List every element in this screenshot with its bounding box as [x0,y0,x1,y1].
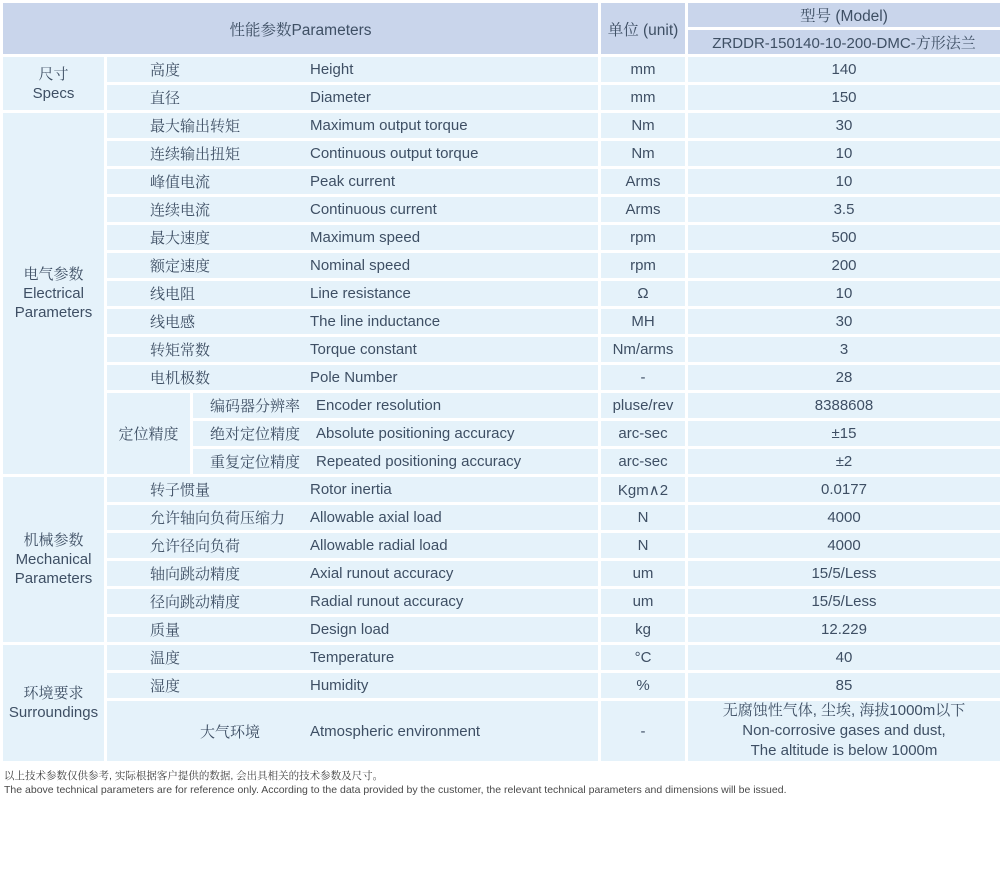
param-zh: 温度 [150,650,181,667]
unit-cell: Ω [600,280,687,308]
value-cell: 4000 [687,532,1000,560]
param-label-cell [106,336,600,364]
value-cell: 200 [687,252,1000,280]
group-zh: 尺寸 [38,65,69,83]
table-row [2,672,1000,700]
param-zh: 额定速度 [150,258,211,275]
param-label-cell [192,448,600,476]
param-zh: 线电感 [150,314,196,331]
param-label-cell [106,112,600,140]
param-label-cell [106,140,600,168]
param-label-cell [106,196,600,224]
unit-cell: kg [600,616,687,644]
table-row [2,616,1000,644]
param-label-cell [106,364,600,392]
table-row [2,252,1000,280]
value-cell: 40 [687,644,1000,672]
param-en: Repeated positioning accuracy [316,453,522,470]
table-row [2,224,1000,252]
group-specs [2,56,106,112]
param-en: Humidity [310,677,369,694]
footnote-zh: 以上技术参数仅供参考, 实际根据客户提供的数据, 会出具相关的技术参数及尺寸。 [4,770,384,782]
header-model-value: ZRDDR-150140-10-200-DMC-方形法兰 [687,29,1000,56]
value-cell: 15/5/Less [687,588,1000,616]
param-zh: 编码器分辨率 [210,398,301,415]
value-cell: 15/5/Less [687,560,1000,588]
param-en: Design load [310,621,390,638]
param-zh: 高度 [150,62,181,79]
param-label-cell [106,56,600,84]
param-label-cell [106,588,600,616]
param-en: Continuous current [310,201,437,218]
table-row [2,644,1000,672]
param-zh: 峰值电流 [150,174,211,191]
unit-cell: mm [600,84,687,112]
param-zh: 电机极数 [150,370,211,387]
param-zh: 重复定位精度 [210,454,301,471]
table-row [2,476,1000,504]
param-zh: 质量 [150,622,181,639]
value-cell: 10 [687,280,1000,308]
unit-cell: Kgm∧2 [600,476,687,504]
group-en: Electrical Parameters [14,285,93,321]
table-row [2,364,1000,392]
param-en: Pole Number [310,369,398,386]
param-label-cell [106,168,600,196]
param-en: Peak current [310,173,396,190]
header-model: 型号 (Model) [687,2,1000,29]
group-surroundings [2,644,106,763]
table-row [2,392,1000,420]
param-en: Torque constant [310,341,417,358]
param-zh: 转矩常数 [150,342,211,359]
value-cell: 30 [687,308,1000,336]
group-zh: 环境要求 [23,685,84,702]
param-zh: 连续输出扭矩 [150,146,241,163]
param-zh: 线电阻 [150,286,196,303]
param-zh: 允许轴向负荷压缩力 [150,510,286,527]
unit-cell: Arms [600,196,687,224]
param-zh: 连续电流 [150,202,211,219]
unit-cell: N [600,532,687,560]
param-en: Encoder resolution [316,397,442,414]
subgroup-positioning: 定位精度 [106,392,192,476]
table-row [2,560,1000,588]
param-label-cell [192,392,600,420]
param-en: Allowable axial load [310,509,442,526]
value-cell: 0.0177 [687,476,1000,504]
param-en: Absolute positioning accuracy [316,425,515,442]
param-en: Line resistance [310,285,411,302]
unit-cell: - [600,700,687,763]
unit-cell: MH [600,308,687,336]
group-en: Specs [32,84,75,102]
table-row [2,140,1000,168]
param-label-cell [106,504,600,532]
unit-cell: N [600,504,687,532]
unit-cell: arc-sec [600,420,687,448]
table-row [2,168,1000,196]
param-zh: 湿度 [150,678,181,695]
atmosphere-value-en2: The altitude is below 1000m [750,742,938,759]
table-row [2,280,1000,308]
value-cell: 30 [687,112,1000,140]
param-label-cell [106,280,600,308]
unit-cell: Nm [600,112,687,140]
table-row [2,308,1000,336]
unit-cell: - [600,364,687,392]
unit-cell: Nm [600,140,687,168]
param-label-cell [106,84,600,112]
param-en: Axial runout accuracy [310,565,454,582]
unit-cell: rpm [600,252,687,280]
unit-cell: °C [600,644,687,672]
table-row [2,336,1000,364]
atmosphere-value-en1: Non-corrosive gases and dust, [742,722,946,739]
param-label-cell [106,700,600,763]
param-zh: 最大输出转矩 [150,118,241,135]
param-label-cell [106,672,600,700]
unit-cell: Nm/arms [600,336,687,364]
param-en: Rotor inertia [310,481,392,498]
group-zh: 电气参数 [23,266,84,283]
param-label-cell [106,476,600,504]
value-cell: 500 [687,224,1000,252]
table-row [2,588,1000,616]
table-row [2,700,1000,763]
param-label-cell [106,560,600,588]
param-label-cell [192,420,600,448]
unit-cell: arc-sec [600,448,687,476]
table-row [2,84,1000,112]
value-cell: ±2 [687,448,1000,476]
value-cell: ±15 [687,420,1000,448]
param-en: Nominal speed [310,257,411,274]
atmosphere-value-zh: 无腐蚀性气体, 尘埃, 海拔1000m以下 [722,702,966,719]
unit-cell: um [600,588,687,616]
param-label-cell [106,224,600,252]
param-en: The line inductance [310,313,441,330]
param-en: Atmospheric environment [310,722,481,740]
param-zh: 径向跳动精度 [150,594,241,611]
table-row [2,196,1000,224]
param-en: Continuous output torque [310,145,479,162]
value-cell: 12.229 [687,616,1000,644]
value-cell: 28 [687,364,1000,392]
param-label-cell [106,308,600,336]
param-zh: 转子惯量 [150,482,211,499]
value-cell: 8388608 [687,392,1000,420]
param-label-cell [106,252,600,280]
footnote-en: The above technical parameters are for reference only. According to the data provided by the customer, the relevant technical parameters and dimensions will be issued. [4,784,787,796]
unit-cell: rpm [600,224,687,252]
value-cell: 150 [687,84,1000,112]
param-en: Height [310,61,354,78]
param-label-cell [106,644,600,672]
param-en: Diameter [310,89,371,106]
param-en: Maximum output torque [310,117,468,134]
param-zh: 绝对定位精度 [210,426,301,443]
group-electrical [2,112,106,476]
param-zh: 大气环境 [199,723,260,741]
footnote [0,764,1000,797]
table-header-row [2,2,1000,29]
unit-cell: pluse/rev [600,392,687,420]
value-cell: 3 [687,336,1000,364]
param-label-cell [106,532,600,560]
group-mechanical [2,476,106,644]
group-en: Surroundings [8,704,99,721]
param-zh: 直径 [150,90,181,107]
header-unit: 单位 (unit) [600,2,687,56]
table-row [2,112,1000,140]
param-zh: 最大速度 [150,230,211,247]
header-parameters: 性能参数Parameters [2,2,600,56]
value-cell: 140 [687,56,1000,84]
param-en: Temperature [310,649,395,666]
value-cell: 4000 [687,504,1000,532]
param-label-cell [106,616,600,644]
unit-cell: % [600,672,687,700]
value-cell [687,700,1000,763]
unit-cell: Arms [600,168,687,196]
group-zh: 机械参数 [23,532,84,549]
table-row [2,504,1000,532]
table-row [2,532,1000,560]
value-cell: 10 [687,168,1000,196]
value-cell: 85 [687,672,1000,700]
unit-cell: mm [600,56,687,84]
param-zh: 允许径向负荷 [150,538,241,555]
table-row [2,56,1000,84]
param-en: Allowable radial load [310,537,448,554]
value-cell: 10 [687,140,1000,168]
unit-cell: um [600,560,687,588]
param-zh: 轴向跳动精度 [150,566,241,583]
value-cell: 3.5 [687,196,1000,224]
group-en: Mechanical Parameters [14,551,93,587]
param-en: Maximum speed [310,229,421,246]
param-en: Radial runout accuracy [310,593,464,610]
